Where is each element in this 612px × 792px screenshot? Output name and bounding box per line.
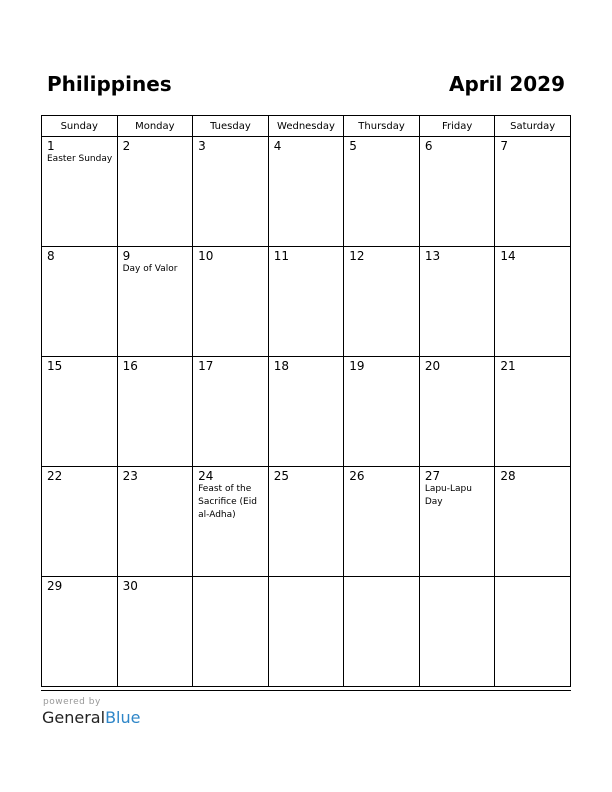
day-cell <box>344 247 420 357</box>
day-number: 13 <box>424 249 441 263</box>
day-cell <box>268 357 344 467</box>
week-row <box>42 137 571 247</box>
day-cell <box>117 357 193 467</box>
day-cell <box>193 357 269 467</box>
month-year-title: April 2029 <box>449 72 565 96</box>
day-number: 3 <box>198 139 206 153</box>
day-number: 5 <box>349 139 357 153</box>
day-number: 27 <box>424 469 441 483</box>
day-cell <box>42 357 118 467</box>
footer-divider <box>41 690 571 691</box>
generalblue-logo[interactable] <box>42 708 140 727</box>
day-number: 11 <box>273 249 289 263</box>
weekday-tuesday: Tuesday <box>193 116 269 137</box>
day-cell <box>268 247 344 357</box>
day-number <box>495 577 570 579</box>
day-number: 1 <box>47 139 55 153</box>
day-number: 6 <box>424 139 433 153</box>
day-number: 8 <box>47 249 55 263</box>
day-number: 29 <box>47 579 63 593</box>
day-cell <box>344 137 420 247</box>
day-number: 30 <box>122 579 138 593</box>
day-cell <box>344 467 420 577</box>
day-cell <box>42 137 118 247</box>
week-row <box>42 357 571 467</box>
weekday-monday: Monday <box>117 116 193 137</box>
day-number: 4 <box>273 139 282 153</box>
week-row <box>42 467 571 577</box>
day-number: 14 <box>500 249 516 263</box>
day-number: 10 <box>198 249 214 263</box>
day-number: 7 <box>500 139 509 153</box>
day-number: 21 <box>500 359 516 373</box>
day-cell <box>42 577 118 687</box>
day-cell <box>495 357 571 467</box>
brand-blue: Blue <box>105 708 141 727</box>
weekday-wednesday: Wednesday <box>268 116 344 137</box>
calendar-grid <box>41 115 571 687</box>
day-cell <box>495 467 571 577</box>
day-cell <box>419 357 495 467</box>
day-number: 24 <box>198 469 214 483</box>
day-cell <box>419 247 495 357</box>
day-number: 16 <box>122 359 138 373</box>
day-cell <box>495 137 571 247</box>
day-number <box>269 577 344 579</box>
weekday-friday: Friday <box>419 116 495 137</box>
holiday-label: Day of Valor <box>122 264 178 274</box>
day-cell <box>419 137 495 247</box>
brand-general: General <box>42 708 106 727</box>
day-number: 17 <box>198 359 214 373</box>
day-cell <box>419 467 495 577</box>
day-number: 19 <box>349 359 365 373</box>
day-cell <box>268 137 344 247</box>
day-cell <box>495 247 571 357</box>
powered-by-text: powered by <box>43 697 101 707</box>
day-number <box>344 577 419 579</box>
week-row <box>42 247 571 357</box>
day-number: 23 <box>122 469 138 483</box>
day-number: 18 <box>273 359 289 373</box>
weekday-saturday: Saturday <box>495 116 571 137</box>
day-cell <box>344 357 420 467</box>
day-cell <box>344 577 420 687</box>
day-number: 20 <box>424 359 441 373</box>
day-cell <box>193 467 269 577</box>
holiday-label: Feast of the Sacrifice (Eid al-Adha) <box>198 484 257 520</box>
day-cell <box>193 577 269 687</box>
day-cell <box>268 577 344 687</box>
day-number: 28 <box>500 469 516 483</box>
day-cell <box>268 467 344 577</box>
day-cell <box>117 137 193 247</box>
day-number: 22 <box>47 469 63 483</box>
day-number: 15 <box>47 359 63 373</box>
week-row <box>42 577 571 687</box>
country-title: Philippines <box>47 72 172 96</box>
day-cell <box>117 467 193 577</box>
day-number: 25 <box>273 469 289 483</box>
day-cell <box>42 467 118 577</box>
weekday-header-row <box>42 116 571 137</box>
day-cell <box>117 577 193 687</box>
day-cell <box>419 577 495 687</box>
day-cell <box>42 247 118 357</box>
day-number: 9 <box>122 249 131 263</box>
weekday-thursday: Thursday <box>344 116 420 137</box>
day-number: 2 <box>122 139 131 153</box>
day-cell <box>495 577 571 687</box>
day-cell <box>193 137 269 247</box>
day-number <box>193 577 268 579</box>
holiday-label: Lapu-Lapu Day <box>424 484 472 507</box>
day-number: 26 <box>349 469 365 483</box>
weekday-sunday: Sunday <box>42 116 118 137</box>
day-cell <box>117 247 193 357</box>
day-cell <box>193 247 269 357</box>
day-number: 12 <box>349 249 365 263</box>
holiday-label: Easter Sunday <box>47 154 113 164</box>
day-number <box>420 577 495 579</box>
